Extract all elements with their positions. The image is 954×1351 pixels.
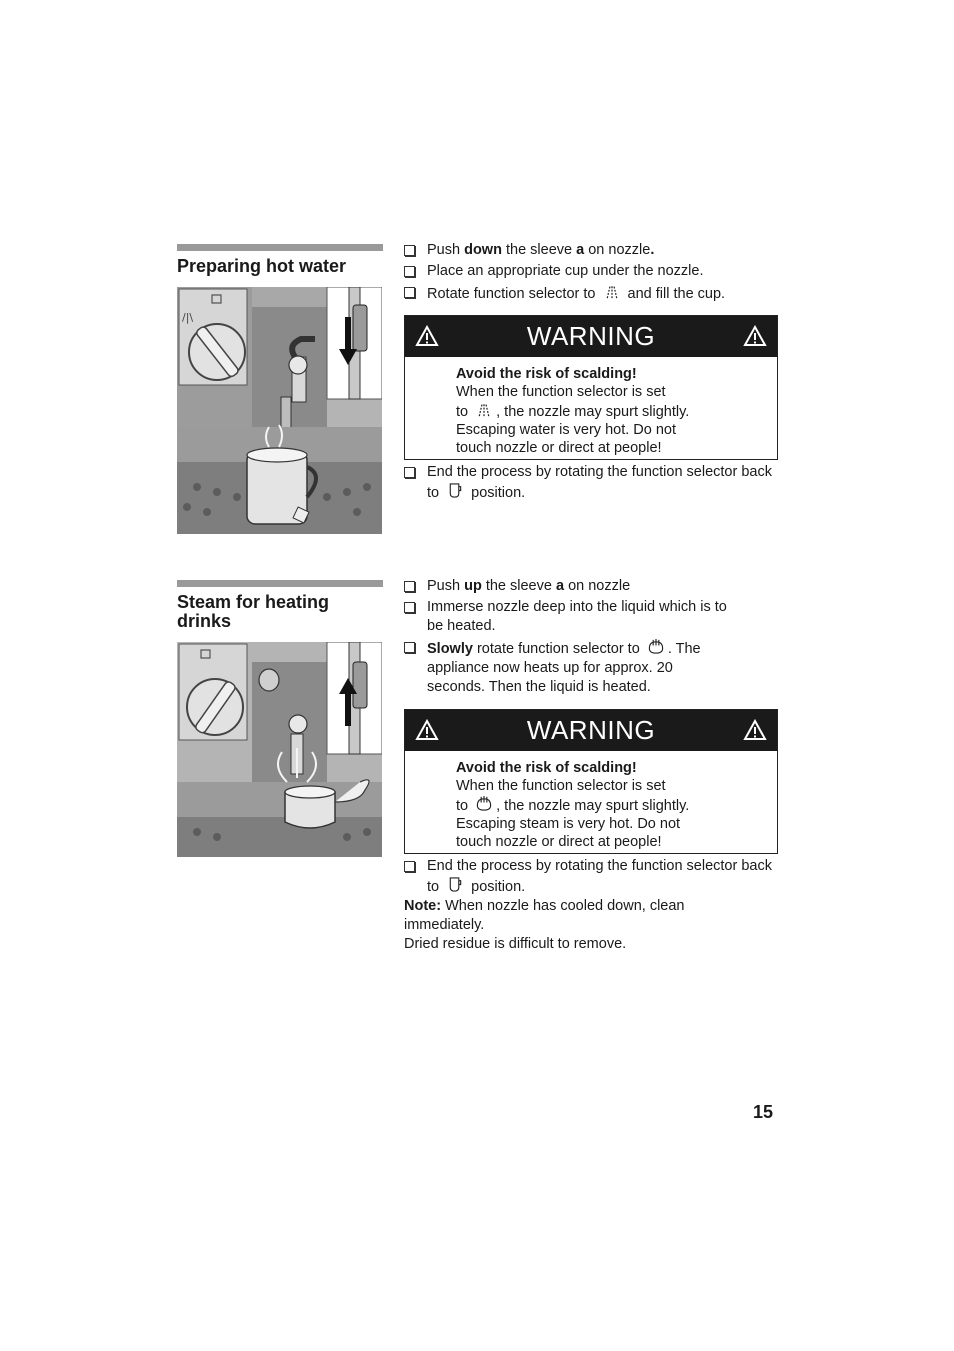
section-title-steam: Steam for heating drinks	[177, 592, 330, 631]
text-run: touch nozzle or direct at people!	[456, 440, 662, 456]
text-run: Escaping water is very hot. Do not	[456, 422, 677, 438]
step-text	[427, 464, 772, 501]
warning-triangle-icon	[743, 719, 767, 741]
text-run: When the function selector is set	[456, 778, 666, 794]
steam-icon	[646, 638, 666, 655]
text-run: Place an appropriate cup under the nozzle.	[427, 263, 704, 279]
text-run: position.	[467, 485, 526, 501]
steam-steps-after	[404, 857, 778, 899]
checkbox-icon	[404, 581, 415, 592]
emphasis-text: a	[555, 578, 565, 594]
note-block	[404, 897, 778, 954]
checkbox-icon	[404, 245, 415, 256]
text-run: Push	[427, 578, 465, 594]
section-title-hot-water: Preparing hot water	[177, 256, 347, 276]
warning-line	[456, 795, 767, 815]
text-run: Immerse nozzle deep into the liquid which is to be heated.	[427, 599, 727, 634]
step-text	[427, 286, 725, 302]
checkbox-icon	[404, 287, 415, 298]
step-item	[404, 577, 778, 596]
hot-water-icon	[602, 283, 622, 300]
step-text	[427, 578, 630, 594]
text-run: End the process by rotating the function selector back to	[427, 858, 772, 895]
step-text	[427, 263, 704, 279]
emphasis-text: down	[464, 242, 502, 258]
step-item	[404, 598, 727, 636]
text-run: to	[456, 798, 473, 814]
emphasis-text: Slowly	[427, 641, 473, 657]
step-item	[404, 283, 778, 304]
text-run: and fill the cup.	[623, 286, 726, 302]
checkbox-icon	[404, 642, 415, 653]
warning-line	[456, 815, 767, 833]
text-run: to	[456, 404, 473, 420]
text-run: touch nozzle or direct at people!	[456, 834, 662, 850]
steam-illustration	[177, 642, 382, 857]
warning-box	[404, 315, 778, 460]
warning-line	[456, 777, 767, 795]
hot-water-steps-after	[404, 463, 778, 505]
warning-title: WARNING	[526, 321, 656, 351]
warning-title: WARNING	[526, 715, 656, 745]
warning-line	[456, 421, 767, 439]
emphasis-text: a	[576, 242, 585, 258]
text-run: on nozzle	[564, 578, 631, 594]
note-body: When nozzle has cooled down, clean immediately.	[404, 898, 685, 933]
hot-water-icon	[474, 401, 494, 418]
text-run: Escaping steam is very hot. Do not	[456, 816, 681, 832]
checkbox-icon	[404, 602, 415, 613]
warning-body	[405, 357, 777, 459]
warning-line	[456, 401, 767, 421]
section-rule	[177, 580, 383, 587]
checkbox-icon	[404, 861, 415, 872]
warning-line	[456, 833, 767, 851]
text-run: End the process by rotating the function selector back to	[427, 464, 772, 501]
note-text	[404, 897, 724, 935]
text-run: . The appliance now heats up for approx. 20 seconds. Then the liquid is heated.	[427, 641, 701, 695]
emphasis-text: .	[650, 242, 655, 258]
warning-body	[405, 751, 777, 853]
hot-water-illustration	[177, 287, 382, 534]
step-text	[427, 641, 701, 695]
step-item	[404, 638, 727, 697]
cup-icon	[445, 482, 465, 499]
step-item	[404, 857, 778, 897]
warning-lead: Avoid the risk of scalding!	[456, 760, 637, 776]
checkbox-icon	[404, 266, 415, 277]
text-run: the sleeve	[501, 242, 577, 258]
warning-triangle-icon	[743, 325, 767, 347]
steam-steps-before	[404, 577, 778, 699]
step-item	[404, 262, 778, 281]
text-run: , the nozzle may spurt slightly.	[496, 798, 690, 814]
text-run: the sleeve	[481, 578, 556, 594]
step-item	[404, 241, 778, 260]
note-extra: Dried residue is difficult to remove.	[404, 936, 627, 952]
step-text	[427, 242, 654, 258]
text-run: rotate function selector to	[472, 641, 644, 657]
text-run: position.	[467, 879, 526, 895]
warning-header	[405, 316, 777, 357]
warning-header	[405, 710, 777, 751]
text-run: Push	[427, 242, 465, 258]
text-run: on nozzle	[584, 242, 651, 258]
cup-icon	[445, 876, 465, 893]
page-number: 15	[753, 1102, 774, 1122]
svg-text:/|\: /|\	[182, 311, 194, 324]
text-run: Rotate function selector to	[427, 286, 600, 302]
steam-icon	[474, 795, 494, 812]
warning-lead: Avoid the risk of scalding!	[456, 366, 637, 382]
hot-water-steps-before	[404, 241, 778, 306]
text-run: When the function selector is set	[456, 384, 666, 400]
warning-line	[456, 383, 767, 401]
warning-box	[404, 709, 778, 854]
warning-line	[456, 439, 767, 457]
checkbox-icon	[404, 467, 415, 478]
note-label: Note:	[404, 898, 442, 914]
step-text	[427, 858, 772, 895]
step-item	[404, 463, 778, 503]
step-text	[427, 599, 727, 634]
emphasis-text: up	[464, 578, 482, 594]
text-run: , the nozzle may spurt slightly.	[496, 404, 690, 420]
section-rule	[177, 244, 383, 251]
